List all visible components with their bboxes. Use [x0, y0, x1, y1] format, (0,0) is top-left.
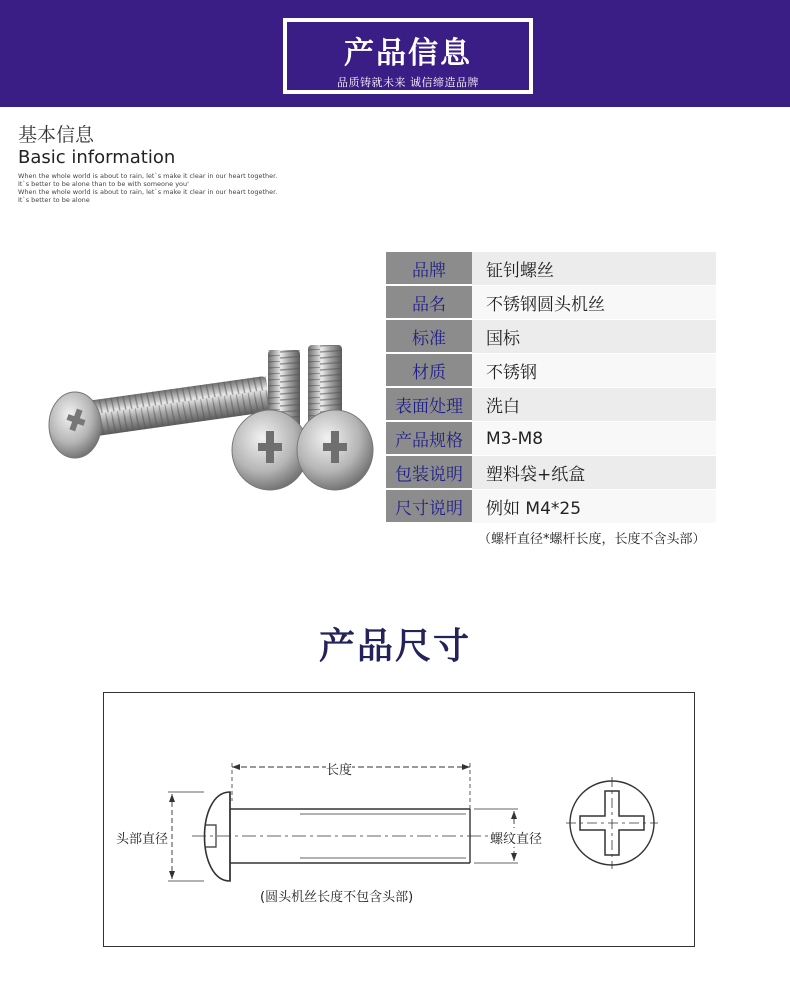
- drawing-caption: (圆头机丝长度不包含头部): [260, 886, 413, 905]
- basic-info-line-2: It`s better to be alone than to be with someone you': [18, 180, 189, 188]
- banner-frame: [283, 18, 533, 94]
- spec-row-size-range: [386, 422, 716, 456]
- spec-key: 材质: [386, 354, 472, 387]
- dimensions-title: 产品尺寸: [318, 626, 471, 667]
- basic-info-line-4: It`s better to be alone: [18, 196, 90, 204]
- spec-value: 洗白: [472, 388, 716, 421]
- screw-technical-drawing: [104, 693, 694, 945]
- spec-row-name: [386, 286, 716, 320]
- screws-product-image: [40, 325, 380, 525]
- basic-info-line-3: When the whole world is about to rain, let`s make it clear in our heart together.: [18, 188, 278, 196]
- spec-value: 不锈钢圆头机丝: [472, 286, 716, 319]
- spec-row-surface: [386, 388, 716, 422]
- head-diameter-label: 头部直径: [116, 832, 169, 847]
- thread-diameter-label: 螺纹直径: [490, 828, 542, 847]
- banner-title: 产品信息: [344, 36, 472, 71]
- header-banner: [0, 0, 790, 107]
- spec-key: 产品规格: [386, 422, 472, 455]
- spec-value: M3-M8: [472, 422, 716, 455]
- spec-value: 不锈钢: [472, 354, 716, 387]
- basic-info-title-en: Basic information: [18, 147, 176, 168]
- spec-table: [386, 252, 716, 524]
- spec-row-material: [386, 354, 716, 388]
- spec-row-standard: [386, 320, 716, 354]
- basic-info-title-cn: 基本信息: [18, 124, 95, 146]
- spec-value: 塑料袋+纸盒: [472, 456, 716, 489]
- dimension-drawing: [103, 692, 695, 947]
- spec-key: 包装说明: [386, 456, 472, 489]
- length-label: 长度: [326, 759, 352, 778]
- spec-row-packaging: [386, 456, 716, 490]
- spec-footnote: （螺杆直径*螺杆长度，长度不含头部）: [478, 532, 706, 547]
- spec-key: 标准: [386, 320, 472, 353]
- spec-value: 例如 M4*25: [472, 490, 716, 523]
- spec-value: 国标: [472, 320, 716, 353]
- spec-key: 尺寸说明: [386, 490, 472, 523]
- spec-key: 品名: [386, 286, 472, 319]
- spec-row-brand: [386, 252, 716, 286]
- spec-row-dimension-note: [386, 490, 716, 524]
- spec-key: 表面处理: [386, 388, 472, 421]
- basic-info-line-1: When the whole world is about to rain, let`s make it clear in our heart together.: [18, 172, 278, 180]
- spec-key: 品牌: [386, 252, 472, 285]
- spec-value: 钲钊螺丝: [472, 252, 716, 285]
- banner-subtitle: 品质铸就未来 诚信缔造品牌: [337, 76, 479, 89]
